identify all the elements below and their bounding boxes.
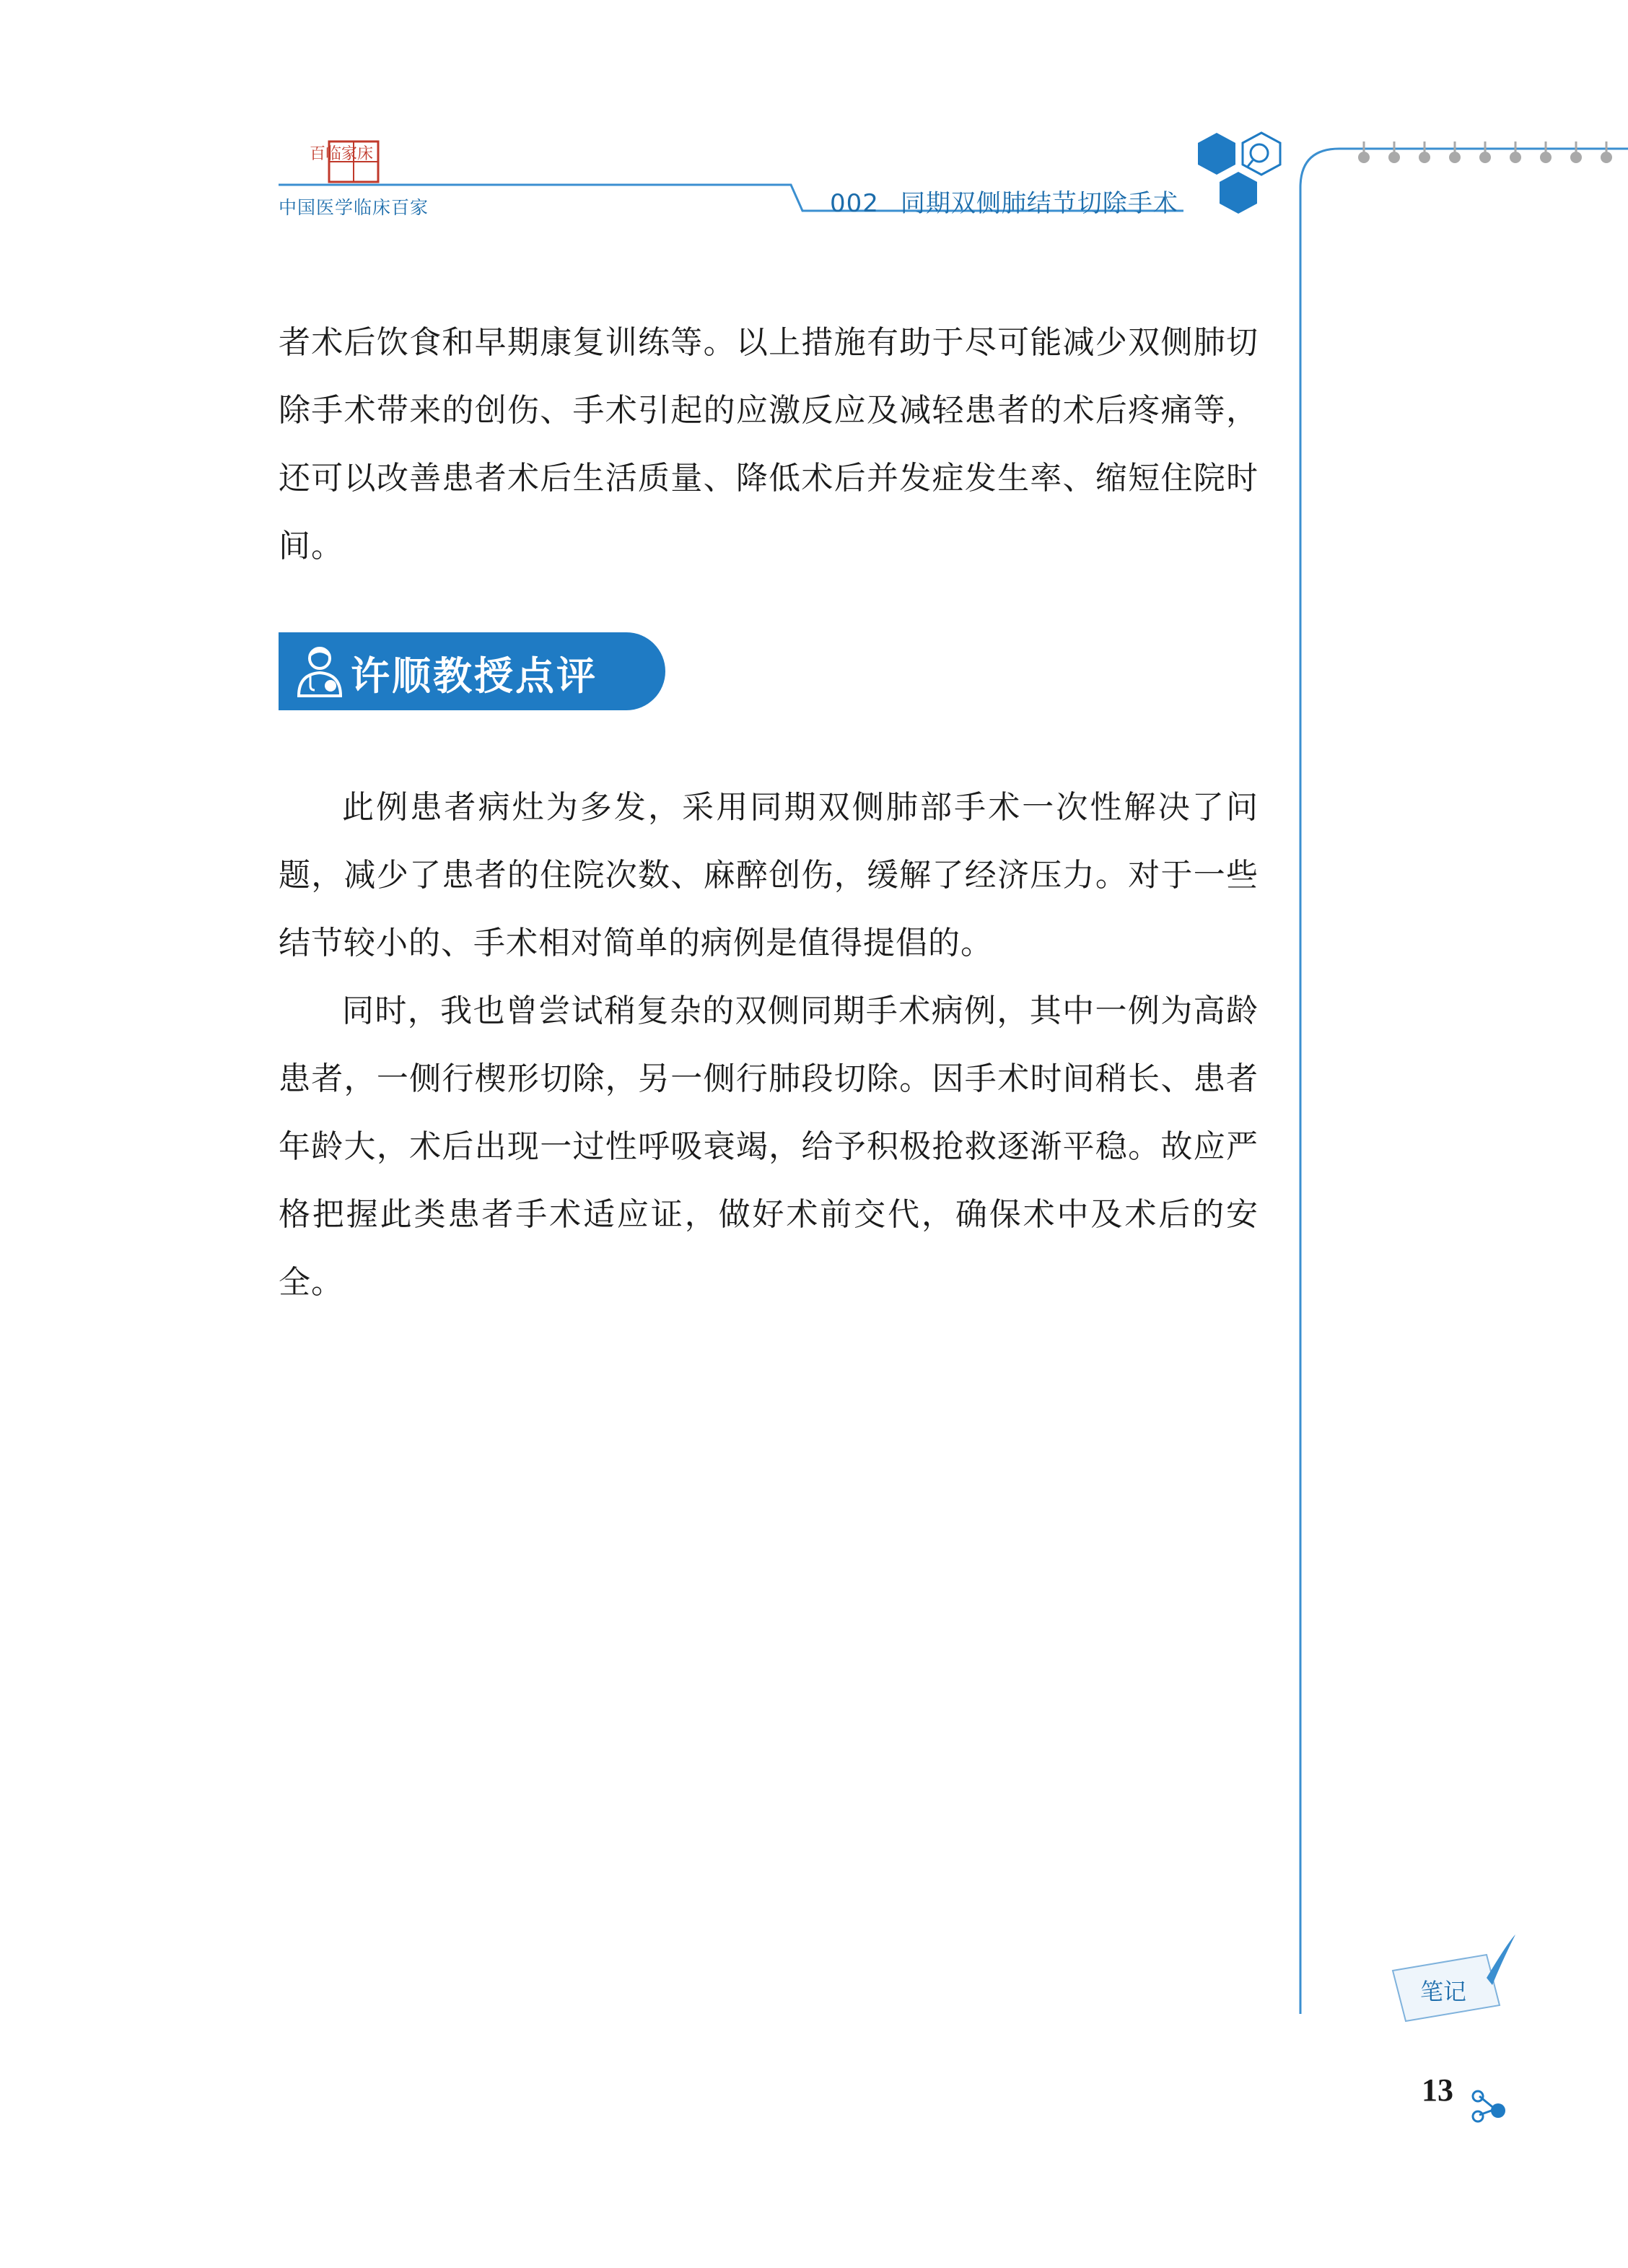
paragraph: 同时，我也曾尝试稍复杂的双侧同期手术病例，其中一例为高龄患者，一侧行楔形切除，另一侧行肺段切除。因手术时间稍长、患者年龄大，术后出现一过性呼吸衰竭，给予积极抢救逐渐平稳。故应严格把握此类患者手术适应证，做好术前交代，确保术中及术后的安全。 xyxy=(279,993,1259,1301)
chapter-title xyxy=(830,183,1178,219)
molecule-icon xyxy=(1473,2091,1505,2121)
page-number: 13 xyxy=(1422,2072,1453,2108)
body-text-top xyxy=(279,309,1259,580)
notes-badge xyxy=(1393,1935,1515,2021)
paragraph: 此例患者病灶为多发，采用同期双侧肺部手术一次性解决了问题，减少了患者的住院次数、麻醉创伤，缓解了经济压力。对于一些结节较小的、手术相对简单的病例是值得提倡的。 xyxy=(279,789,1259,961)
seal-char-1: 百临家床 xyxy=(309,145,374,163)
body-text-comment xyxy=(279,774,1259,1317)
paragraph: 者术后饮食和早期康复训练等。以上措施有助于尽可能减少双侧肺切除手术带来的创伤、手术引起的应激反应及减轻患者的术后疼痛等，还可以改善患者术后生活质量、降低术后并发症发生率、缩短住院时间。 xyxy=(279,324,1259,564)
section-title: 许顺教授点评 xyxy=(351,653,598,699)
chapter-title-text: 同期双侧肺结节切除手术 xyxy=(900,189,1178,218)
seal-logo xyxy=(310,141,378,182)
chapter-number: 002 xyxy=(830,189,879,218)
notes-label: 笔记 xyxy=(1420,1978,1467,2005)
series-name: 中国医学临床百家 xyxy=(279,197,429,218)
hexagon-icon xyxy=(1198,133,1280,214)
notes-margin-frame xyxy=(1300,141,1628,2014)
quill-pen-icon xyxy=(1487,1935,1515,1985)
doctor-icon xyxy=(294,644,345,699)
section-banner xyxy=(279,632,665,710)
